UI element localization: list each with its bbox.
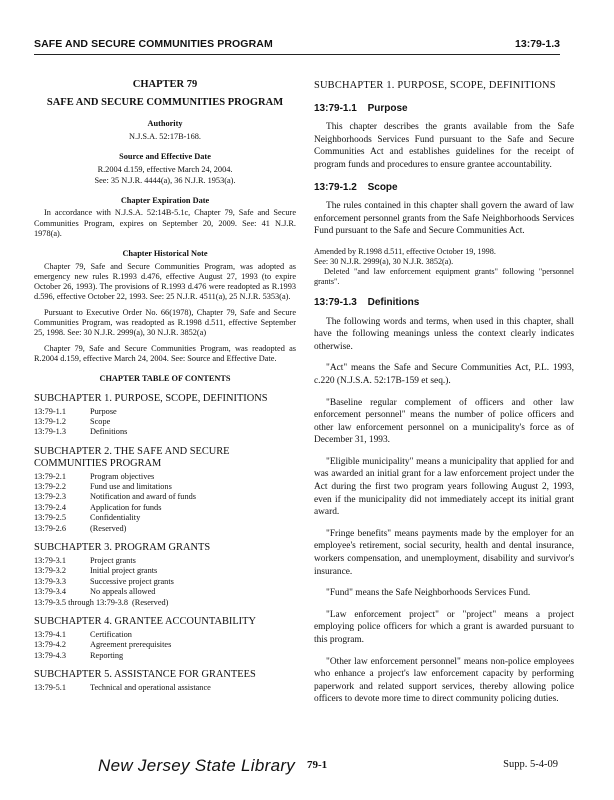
history-heading: Chapter Historical Note <box>122 249 208 259</box>
subchapter-heading: SUBCHAPTER 1. PURPOSE, SCOPE, DEFINITIONS <box>314 80 556 91</box>
definition-paragraph: "Fund" means the Safe Neighborhoods Services Fund. <box>326 588 531 599</box>
library-watermark: New Jersey State Library <box>98 756 296 775</box>
toc-title: CHAPTER TABLE OF CONTENTS <box>99 374 231 384</box>
toc-row <box>34 587 296 597</box>
header-section: 13:79-1.3 <box>515 38 560 50</box>
toc-row <box>34 427 296 437</box>
toc-section-title: Purpose <box>90 406 117 416</box>
section-number: 13:79-1.3 <box>314 296 357 308</box>
toc-section-title: No appeals allowed <box>90 587 156 597</box>
toc-section-title: Technical and operational assistance <box>90 683 211 693</box>
toc-section-number: 13:79-2.3 <box>34 492 67 502</box>
toc-section-title: Confidentiality <box>90 513 141 523</box>
toc-section-number: 13:79-2.2 <box>34 482 67 492</box>
authority-heading: Authority <box>147 118 183 128</box>
authority-text: N.J.S.A. 52:17B-168. <box>129 131 201 141</box>
toc-row <box>34 492 296 502</box>
toc-section-title: Program objectives <box>90 471 155 481</box>
source-text-1: R.2004 d.159, effective March 24, 2004. <box>97 165 233 175</box>
toc-row <box>34 472 296 482</box>
right-column <box>314 80 574 706</box>
supplement-date: Supp. 5-4-09 <box>503 759 558 770</box>
toc-row <box>34 524 296 534</box>
toc-section-number: 13:79-4.1 <box>34 630 67 639</box>
toc-subchapter-heading: SUBCHAPTER 4. GRANTEE ACCOUNTABILITY <box>34 616 256 627</box>
toc-section-title: Fund use and limitations <box>90 482 172 492</box>
definition-paragraph: "Fringe benefits" means payments made by the employer for an employee's retirement, social security, health and dental insurance, workers compensation, and unemployment, disability and survivor's insurance. <box>314 528 574 577</box>
toc-row <box>34 683 296 693</box>
toc-section-title: Successive project grants <box>90 576 174 586</box>
toc-row <box>34 556 296 566</box>
toc-row <box>34 566 296 576</box>
source-heading: Source and Effective Date <box>119 152 211 162</box>
toc-subchapter-heading: SUBCHAPTER 5. ASSISTANCE FOR GRANTEES <box>34 669 256 681</box>
amendment-line-3: Deleted "and law enforcement equipment grants" following "personnel grants". <box>314 266 574 286</box>
toc-row <box>34 482 296 492</box>
toc-subchapter-heading: SUBCHAPTER 1. PURPOSE, SCOPE, DEFINITIONS <box>34 392 268 404</box>
toc-section-number: 13:79-1.1 <box>34 406 67 416</box>
definitions-intro: The following words and terms, when used in this chapter, shall have the following meanings unless the context clearly indicates otherwise. <box>314 316 574 352</box>
section-heading-definitions <box>314 297 574 310</box>
toc-row <box>34 577 296 587</box>
section-title: Definitions <box>367 296 420 308</box>
toc-section-number: 13:79-2.4 <box>34 502 67 512</box>
toc-subchapter-heading: SUBCHAPTER 3. PROGRAM GRANTS <box>34 542 211 554</box>
toc-section-title: Application for funds <box>90 502 162 512</box>
purpose-text: This chapter describes the grants available from the Safe Neighborhoods Services Fund pursuant to the Safe and Secure Communities Act and establishes guidelines for the receipt of program funds and procedures to ensure grantee accountability. <box>314 122 574 170</box>
toc-section-number: 13:79-3.4 <box>34 587 67 597</box>
toc-section-number: 13:79-3.1 <box>34 556 67 566</box>
section-title: Purpose <box>367 102 408 114</box>
toc-subchapter-heading: SUBCHAPTER 2. THE SAFE AND SECURE COMMUNITIES PROGRAM <box>34 445 230 469</box>
toc-section-number: 13:79-3.3 <box>34 576 67 586</box>
page-number: 79-1 <box>307 759 328 771</box>
section-number: 13:79-1.1 <box>314 102 357 114</box>
section-title: Scope <box>367 181 398 193</box>
amendment-line-1: Amended by R.1998 d.511, effective October 19, 1998. <box>314 246 496 256</box>
section-heading-scope <box>314 182 574 195</box>
expiration-text: In accordance with N.J.S.A. 52:14B-5.1c, Chapter 79, Safe and Secure Communities Program, expires on September 20, 2009. See: 41 N.J.R. 1978(a). <box>34 208 296 238</box>
toc-section-number: 13:79-2.1 <box>34 471 67 481</box>
history-paragraph-2: Pursuant to Executive Order No. 66(1978), Chapter 79, Safe and Secure Communities Program, was readopted as R.1998 d.511, effective September 25, 1998. See: 30 N.J.R. 2999(a), 30 N.J.R. 3852(a) <box>34 307 296 338</box>
toc-row <box>34 417 296 427</box>
chapter-title: SAFE AND SECURE COMMUNITIES PROGRAM <box>46 97 284 109</box>
chapter-number: CHAPTER 79 <box>132 79 198 90</box>
toc-section-title: Certification <box>90 630 132 639</box>
toc-row <box>34 503 296 513</box>
toc-section-number: 13:79-1.3 <box>34 427 67 437</box>
page-footer <box>0 756 614 776</box>
toc-section-number: 13:79-1.2 <box>34 416 67 426</box>
toc-section-number: 13:79-2.5 <box>34 513 67 523</box>
toc-section-number: 13:79-4.2 <box>34 640 67 650</box>
toc-section-title: Reporting <box>90 650 124 660</box>
left-column <box>34 80 296 694</box>
toc-row <box>34 513 296 523</box>
toc-row <box>34 630 296 640</box>
amendment-note <box>314 247 574 287</box>
toc-section-title: Notification and award of funds <box>90 492 196 502</box>
history-paragraph-1: Chapter 79, Safe and Secure Communities Program, was adopted as emergency new rules R.1993 d.476, effective August 27, 1993 (to expire October 26, 1993). The provisions of R.1993 d.476 were readopted as R.1993 d.596, effective October 22, 1993. See: 25 N.J.R. 4511(a), 25 N.J.R. 5353(a). <box>34 261 296 302</box>
amendment-line-2: See: 30 N.J.R. 2999(a), 30 N.J.R. 3852(a). <box>314 256 454 266</box>
section-heading-purpose <box>314 103 574 116</box>
toc-section-title: Initial project grants <box>90 566 158 576</box>
source-text-2: See: 35 N.J.R. 4444(a), 36 N.J.R. 1953(a). <box>94 175 236 185</box>
toc-section-number: 13:79-4.3 <box>34 650 67 660</box>
history-paragraph-3: Chapter 79, Safe and Secure Communities Program, was readopted as R.2004 d.159, effective March 24, 2004. See: Source and Effective Date. <box>34 343 296 363</box>
toc-row <box>34 651 296 661</box>
toc-section-number: 13:79-3.5 through 13:79-3.8 <box>34 597 129 607</box>
definition-paragraph: "Other law enforcement personnel" means non-police employees who enhance a project's law enforcement capacity by performing paperwork and related support services, thereby allowing police officers to devote more time to direct community policing duties. <box>314 656 574 705</box>
toc-row <box>34 407 296 417</box>
header-title: SAFE AND SECURE COMMUNITIES PROGRAM <box>34 38 273 50</box>
toc-section-title: (Reserved) <box>90 523 127 533</box>
definitions-list <box>314 362 574 706</box>
scope-text: The rules contained in this chapter shall govern the award of law enforcement personnel grants from the Safe Neighborhoods Services Fund pursuant to the Safe and Secure Communities Act. <box>314 201 574 237</box>
toc-section-number: 13:79-2.6 <box>34 523 67 533</box>
toc-section-title: Scope <box>90 416 111 426</box>
expiration-heading: Chapter Expiration Date <box>120 196 210 206</box>
definition-paragraph: "Law enforcement project" or "project" means a project employing police officers for which a grant is awarded pursuant to this program. <box>314 609 574 645</box>
section-number: 13:79-1.2 <box>314 181 357 193</box>
toc-section-title: Definitions <box>90 427 128 437</box>
toc-section-title: (Reserved) <box>132 597 169 607</box>
toc-row <box>34 640 296 650</box>
table-of-contents <box>34 393 296 694</box>
toc-section-number: 13:79-3.2 <box>34 566 67 576</box>
toc-row <box>34 598 296 608</box>
toc-section-title: Project grants <box>90 556 136 566</box>
definition-paragraph: "Act" means the Safe and Secure Communities Act, P.L. 1993, c.220 (N.J.S.A. 52:17B-159 et seq.). <box>314 363 574 386</box>
definition-paragraph: "Baseline regular complement of officers and other law enforcement personnel" means the number of police officers and other law enforcement personnel on a municipality's force as of December 31, 1993. <box>314 397 574 446</box>
definition-paragraph: "Eligible municipality" means a municipality that applied for and was awarded an initial grant for a law enforcement project under the Act during the first two program years following August 2, 1993, even if the municipality did not immediately accept its initial grant award. <box>314 456 574 518</box>
header-rule <box>34 54 560 55</box>
toc-section-title: Agreement prerequisites <box>90 640 172 650</box>
toc-section-number: 13:79-5.1 <box>34 683 67 693</box>
